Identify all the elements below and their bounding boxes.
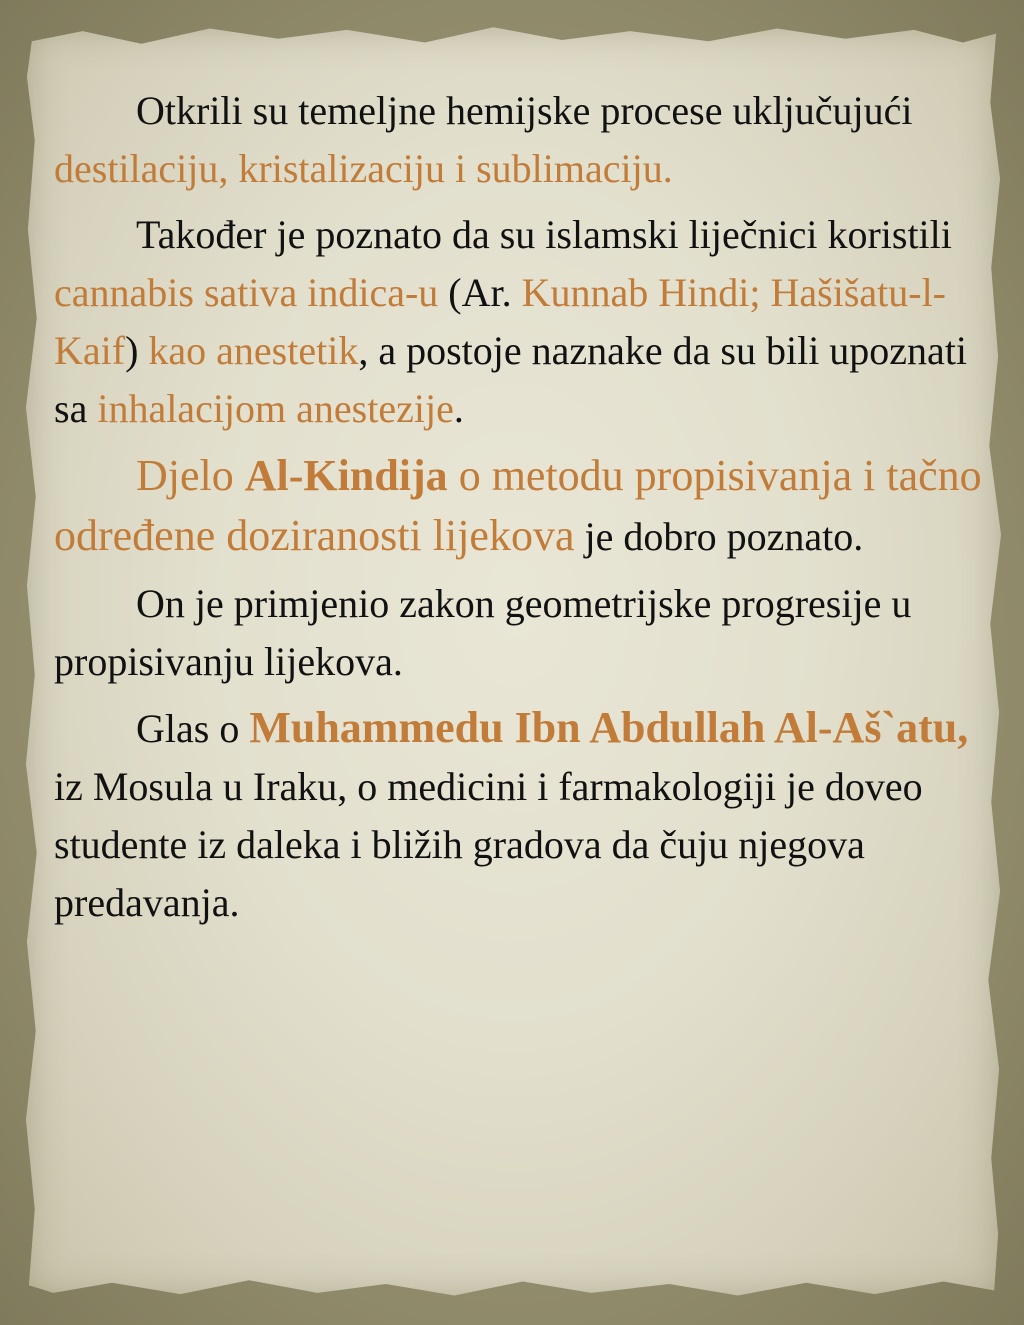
text: iz Mosula u Iraku, o medicini i farmakologiji je doveo studente iz daleka i bližih gradova da čuju njegova predavanja. xyxy=(54,764,923,925)
text: Otkrili su temeljne hemijske procese uključujući xyxy=(136,88,913,133)
highlight-anestetik: kao anestetik xyxy=(148,328,359,373)
highlight-muhammed-name: Muhammedu Ibn Abdullah Al-Aš`atu, xyxy=(249,703,969,752)
highlight-al-kindija: Al-Kindija xyxy=(244,451,448,500)
paragraph-al-kindi xyxy=(54,446,1004,567)
text: je dobro poznato. xyxy=(574,514,864,559)
paragraph-processes xyxy=(54,82,1004,198)
document-body xyxy=(54,82,1004,940)
text: Glas o xyxy=(136,706,250,751)
text: Također je poznato da su islamski liječnici koristili xyxy=(136,212,952,257)
text: ) xyxy=(125,328,149,373)
paragraph-anesthetics xyxy=(54,206,1004,438)
text: (Ar. xyxy=(438,270,522,315)
highlight-processes: destilaciju, kristalizaciju i sublimaciju. xyxy=(54,146,673,191)
highlight-arabic-names: Kunnab Hindi; Hašišatu-l-Kaif xyxy=(54,270,946,373)
paragraph-geometric xyxy=(54,575,1004,691)
paragraph-muhammed xyxy=(54,699,1004,932)
highlight-inhalation: inhalacijom anestezije xyxy=(97,386,454,431)
highlight-cannabis: cannabis sativa indica-u xyxy=(54,270,439,315)
text: , a postoje naznake da su bili upoznati sa xyxy=(54,328,968,431)
text: On je primjenio zakon geometrijske progresije u propisivanju lijekova. xyxy=(54,581,912,684)
highlight-method: o metodu propisivanja i tačno određene doziranosti lijekova xyxy=(54,451,982,560)
highlight-djelo: Djelo xyxy=(136,451,245,500)
text: . xyxy=(453,386,464,431)
